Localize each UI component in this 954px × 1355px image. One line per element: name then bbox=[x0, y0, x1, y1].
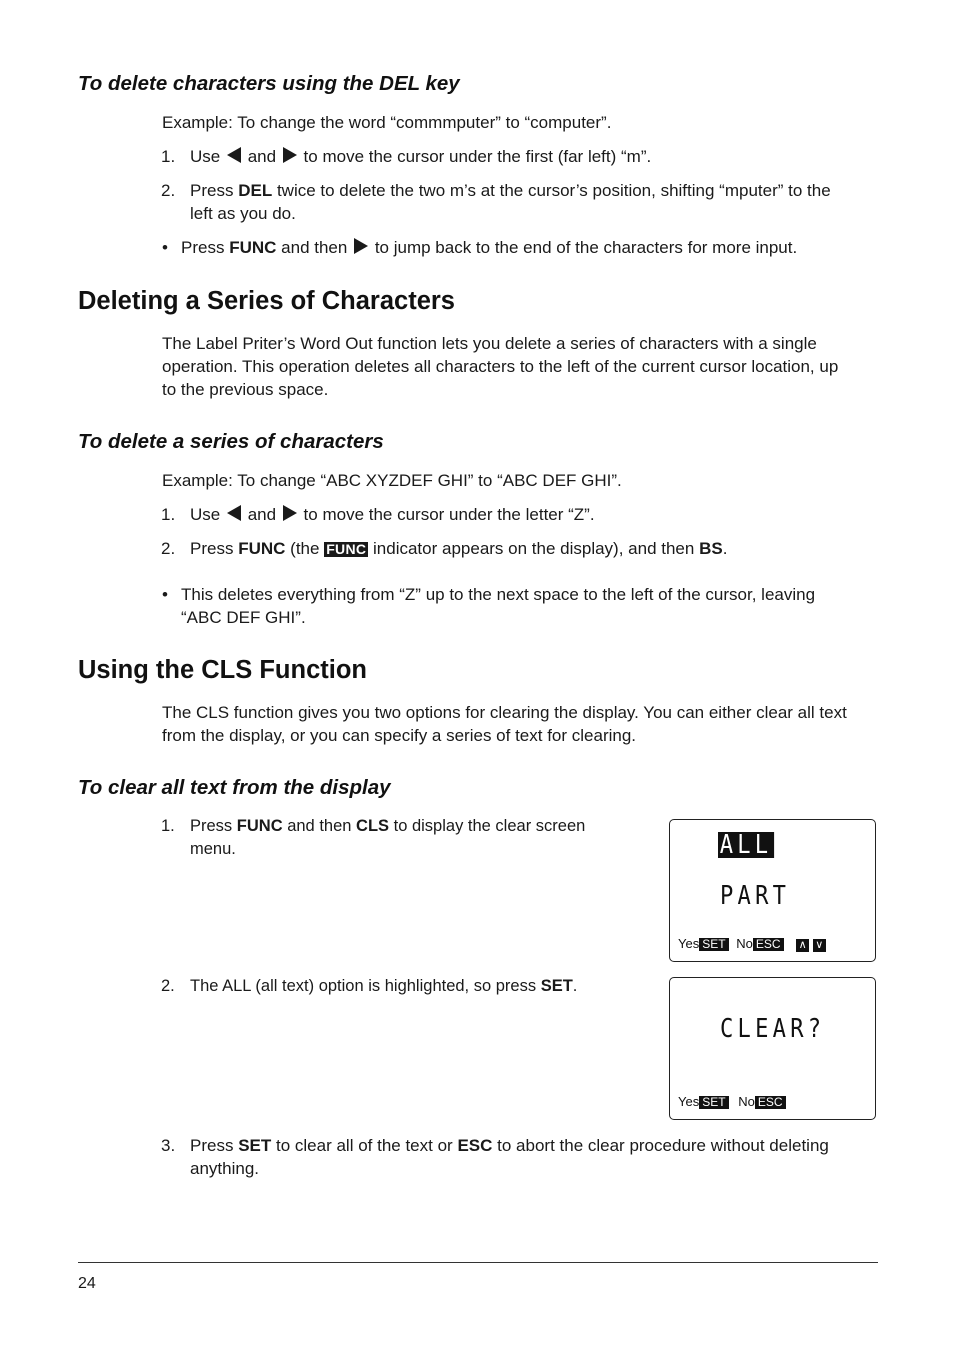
step-text: to display the clear screen bbox=[393, 817, 586, 835]
key-name: FUNC bbox=[238, 539, 286, 558]
step-text-continued: menu. bbox=[190, 840, 236, 858]
bullet-text: Press bbox=[181, 238, 225, 257]
example-text: Example: To change the word “commmputer” to “computer”. bbox=[162, 113, 612, 132]
key-name: ESC bbox=[457, 1136, 493, 1155]
left-arrow-icon bbox=[227, 505, 241, 521]
key-name: CLS bbox=[356, 817, 390, 835]
down-arrow-icon: ∨ bbox=[813, 939, 826, 952]
paragraph-line: to the previous space. bbox=[162, 380, 329, 399]
bullet-text: This deletes everything from “Z” up to the next space to the left of the cursor, leaving bbox=[181, 585, 816, 604]
footer-rule bbox=[78, 1262, 878, 1263]
lcd-display-menu bbox=[669, 819, 876, 962]
step-text: (the bbox=[290, 539, 320, 558]
step-item bbox=[161, 179, 881, 225]
step-number: 2. bbox=[161, 539, 176, 558]
subheading-del-key: To delete characters using the DEL key bbox=[78, 72, 460, 95]
key-name: FUNC bbox=[236, 817, 283, 835]
lcd-clear-prompt: CLEAR? bbox=[720, 1014, 826, 1044]
step-item bbox=[161, 1134, 881, 1180]
step-text: The ALL (all text) option is highlighted, so press bbox=[190, 977, 537, 995]
subheading-clear-all: To clear all text from the display bbox=[78, 776, 391, 799]
key-name: BS bbox=[699, 539, 723, 558]
paragraph-line: The CLS function gives you two options for clearing the display. You can either clear all text bbox=[162, 703, 847, 722]
step-number: 2. bbox=[161, 181, 176, 200]
set-key-icon: SET bbox=[699, 938, 728, 951]
lcd-yes-label: Yes bbox=[678, 936, 700, 951]
step-text: to clear all of the text or bbox=[276, 1136, 453, 1155]
key-name: SET bbox=[238, 1136, 272, 1155]
lcd-yes-label: Yes bbox=[678, 1094, 700, 1109]
step-number: 3. bbox=[161, 1136, 176, 1155]
paragraph bbox=[162, 332, 882, 401]
step-text-continued: anything. bbox=[190, 1159, 259, 1178]
step-text: . bbox=[572, 977, 578, 995]
step-text: to abort the clear procedure without deleting bbox=[497, 1136, 829, 1155]
bullet-mark: • bbox=[162, 238, 168, 257]
step-text: Press bbox=[190, 1136, 234, 1155]
step-text: to move the cursor under the first (far left) “m”. bbox=[303, 147, 652, 166]
bullet-text: to jump back to the end of the characters for more input. bbox=[374, 238, 798, 257]
step-text: and bbox=[247, 505, 277, 524]
section-heading: Using the CLS Function bbox=[78, 656, 367, 684]
step-item bbox=[161, 503, 881, 526]
step-text: and bbox=[247, 147, 277, 166]
key-name: SET bbox=[540, 977, 573, 995]
key-name: DEL bbox=[238, 181, 273, 200]
step-text: . bbox=[722, 539, 728, 558]
bullet-item bbox=[162, 583, 882, 629]
step-text: and then bbox=[287, 817, 352, 835]
lcd-no-label: No bbox=[736, 936, 753, 951]
esc-key-icon: ESC bbox=[753, 938, 784, 951]
step-number: 1. bbox=[161, 505, 176, 524]
step-text-continued: left as you do. bbox=[190, 204, 296, 223]
step-item bbox=[161, 145, 881, 168]
right-arrow-icon bbox=[283, 147, 297, 163]
lcd-status-row bbox=[678, 936, 826, 952]
up-arrow-icon: ∧ bbox=[796, 939, 809, 952]
right-arrow-icon bbox=[354, 238, 368, 254]
bullet-item bbox=[162, 236, 882, 259]
step-number: 1. bbox=[161, 817, 175, 835]
step-number: 1. bbox=[161, 147, 176, 166]
step-text: Use bbox=[190, 505, 221, 524]
step-text: Press bbox=[190, 181, 234, 200]
lcd-display-confirm bbox=[669, 977, 876, 1120]
lcd-option-all: ALL bbox=[719, 830, 773, 860]
bullet-mark: • bbox=[162, 585, 168, 604]
lcd-no-label: No bbox=[738, 1094, 755, 1109]
func-indicator-icon: FUNC bbox=[326, 541, 367, 557]
paragraph-line: operation. This operation deletes all characters to the left of the current cursor location, up bbox=[162, 357, 839, 376]
bullet-text: “ABC DEF GHI”. bbox=[181, 608, 306, 627]
lcd-status-row bbox=[678, 1094, 786, 1109]
step-text: indicator appears on the display), and then bbox=[373, 539, 695, 558]
lcd-option-part: PART bbox=[720, 881, 791, 911]
step-text: Press bbox=[190, 539, 234, 558]
paragraph-line: The Label Priter’s Word Out function lets you delete a series of characters with a single bbox=[162, 334, 817, 353]
section-heading: Deleting a Series of Characters bbox=[78, 287, 455, 315]
esc-key-icon: ESC bbox=[755, 1096, 786, 1109]
step-text: Press bbox=[190, 817, 233, 835]
step-text: to move the cursor under the letter “Z”. bbox=[303, 505, 595, 524]
step-number: 2. bbox=[161, 977, 175, 995]
key-name: FUNC bbox=[229, 238, 277, 257]
step-text: Use bbox=[190, 147, 221, 166]
bullet-text: and then bbox=[281, 238, 348, 257]
step-text: twice to delete the two m’s at the cursor’s position, shifting “mputer” to the bbox=[276, 181, 831, 200]
set-key-icon: SET bbox=[699, 1096, 728, 1109]
step-item bbox=[161, 537, 881, 560]
step-item bbox=[161, 975, 641, 998]
paragraph bbox=[162, 701, 882, 747]
paragraph-line: from the display, or you can specify a series of text for clearing. bbox=[162, 726, 637, 745]
example-text: Example: To change “ABC XYZDEF GHI” to “ABC DEF GHI”. bbox=[162, 471, 622, 490]
page-number: 24 bbox=[78, 1275, 96, 1292]
step-item bbox=[161, 815, 631, 861]
right-arrow-icon bbox=[283, 505, 297, 521]
left-arrow-icon bbox=[227, 147, 241, 163]
subheading-series: To delete a series of characters bbox=[78, 430, 384, 453]
